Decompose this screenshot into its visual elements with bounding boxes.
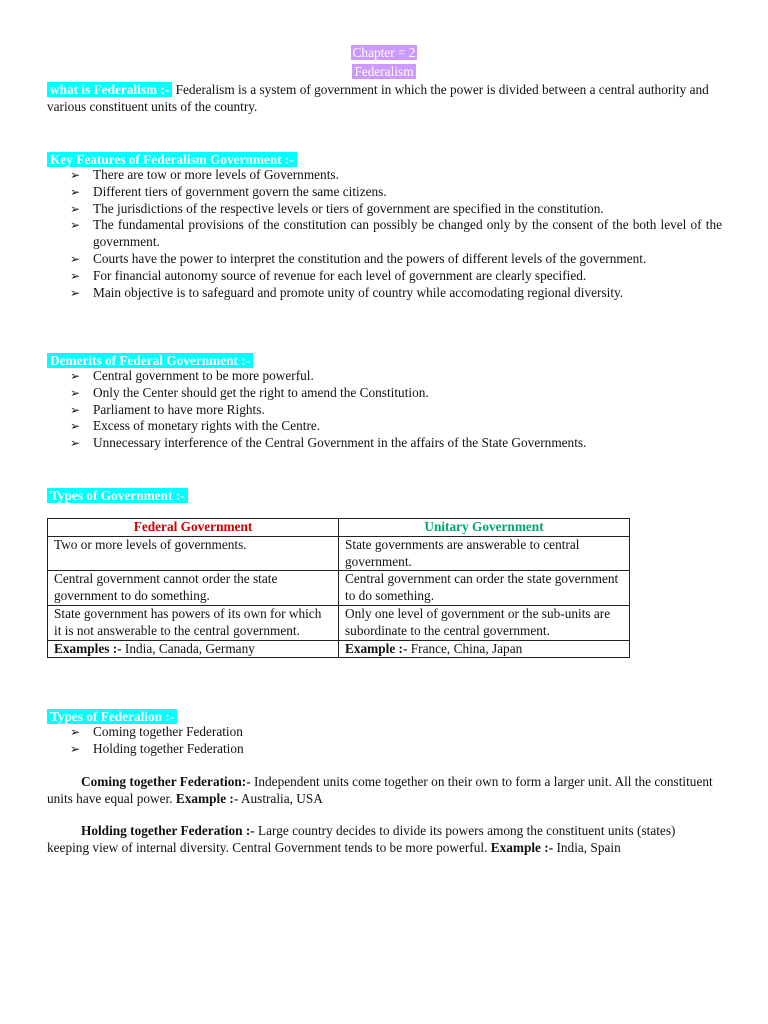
list-item: [47, 184, 722, 201]
federal-cell: State government has powers of its own for which it is not answerable to the central government.: [48, 605, 339, 640]
arrowhead-bullet-icon: ➢: [70, 741, 81, 756]
list-item-text: There are tow or more levels of Governments.: [93, 167, 339, 182]
list-item: [47, 268, 722, 285]
list-item: [47, 251, 722, 268]
definition-paragraph: [47, 81, 722, 115]
holding-together-paragraph: [47, 822, 707, 856]
list-item: [47, 435, 722, 452]
federal-column-header: Federal Government: [48, 519, 339, 537]
examples-row: [48, 640, 630, 658]
unitary-examples-cell: [339, 640, 630, 658]
demerits-heading-row: [47, 352, 253, 369]
federal-examples-label: Examples :-: [54, 640, 122, 656]
list-item: [47, 724, 722, 741]
federal-examples-cell: [48, 640, 339, 658]
arrowhead-bullet-icon: ➢: [70, 725, 81, 739]
list-item-text: For financial autonomy source of revenue for each level of government are clearly specified.: [93, 267, 587, 283]
government-comparison-table: [47, 518, 630, 658]
features-heading-row: [47, 151, 297, 168]
types-federation-heading: Types of Federalion :-: [47, 709, 177, 724]
topic-title: [0, 63, 768, 80]
list-item-text: The jurisdictions of the respective levels or tiers of government are specified in the constitution.: [93, 200, 604, 216]
list-item: [47, 167, 722, 184]
coming-together-example-label: Example :-: [175, 791, 239, 806]
arrowhead-bullet-icon: ➢: [70, 419, 81, 434]
federal-examples-value: India, Canada, Germany: [121, 640, 255, 656]
types-government-heading: Types of Government :-: [47, 488, 188, 503]
features-heading: Key Features of Federalism Government :-: [47, 152, 297, 167]
list-item-text: Holding together Federation: [93, 740, 244, 756]
list-item-text: Different tiers of government govern the same citizens.: [93, 183, 387, 199]
holding-together-label: Holding together Federation :-: [81, 823, 255, 838]
federal-cell: Two or more levels of governments.: [48, 536, 339, 571]
unitary-cell: Only one level of government or the sub-units are subordinate to the central government.: [339, 605, 630, 640]
unitary-column-header: Unitary Government: [339, 519, 630, 537]
arrowhead-bullet-icon: ➢: [70, 268, 81, 283]
list-item-text: Parliament to have more Rights.: [93, 401, 265, 417]
coming-together-paragraph: [47, 773, 722, 807]
demerits-list: [47, 368, 722, 452]
list-item: [47, 285, 722, 302]
list-item: [47, 201, 722, 218]
arrowhead-bullet-icon: ➢: [70, 385, 81, 400]
list-item-text: Coming together Federation: [93, 724, 243, 739]
list-item-text: Main objective is to safeguard and promote unity of country while accomodating regional diversity.: [93, 284, 624, 300]
federal-cell: Central government cannot order the state government to do something.: [48, 571, 339, 606]
coming-together-label: Coming together Federation:-: [81, 774, 251, 789]
list-item: [47, 741, 722, 758]
list-item: [47, 217, 722, 251]
arrowhead-bullet-icon: ➢: [70, 285, 81, 300]
unitary-examples-label: Example :-: [345, 640, 408, 656]
list-item-text: Courts have the power to interpret the constitution and the powers of different levels of the government.: [93, 250, 647, 266]
arrowhead-bullet-icon: ➢: [70, 251, 81, 266]
arrowhead-bullet-icon: ➢: [70, 436, 81, 451]
table-header-row: [48, 519, 630, 537]
unitary-examples-value: France, China, Japan: [407, 640, 523, 656]
list-item-text: Unnecessary interference of the Central Government in the affairs of the State Governments.: [93, 435, 587, 451]
list-item-text: Central government to be more powerful.: [93, 368, 314, 383]
definition-text: Federalism is a system of government in which the power is divided between a central authority and various constituent units of the country.: [47, 82, 709, 114]
arrowhead-bullet-icon: ➢: [70, 168, 81, 182]
chapter-title: [0, 44, 768, 61]
holding-together-example-label: Example :-: [490, 840, 554, 855]
arrowhead-bullet-icon: ➢: [70, 369, 81, 383]
unitary-cell: Central government can order the state government to do something.: [339, 571, 630, 606]
demerits-heading: Demerits of Federal Government :-: [47, 353, 253, 368]
coming-together-text: Independent units come together on their own to form a larger unit. All the constituent units have equal power.: [47, 774, 713, 806]
list-item: [47, 385, 722, 402]
arrowhead-bullet-icon: ➢: [70, 218, 81, 233]
list-item: [47, 368, 722, 385]
table-row: [48, 536, 630, 571]
features-list: [47, 167, 722, 301]
chapter-label: Chapter = 2: [352, 45, 416, 60]
list-item-text: The fundamental provisions of the constitution can possibly be changed only by the consent of the both level of the government.: [93, 217, 722, 250]
holding-together-text: Large country decides to divide its powers among the constituent units (states) keeping view of internal diversity. Central Government tends to be more powerful.: [47, 823, 676, 855]
unitary-cell: State governments are answerable to central government.: [339, 536, 630, 571]
list-item-text: Only the Center should get the right to amend the Constitution.: [93, 384, 429, 400]
definition-heading: what is Federalism :-: [47, 82, 172, 97]
arrowhead-bullet-icon: ➢: [70, 402, 81, 417]
types-government-heading-row: [47, 487, 188, 504]
list-item: [47, 418, 722, 435]
list-item-text: Excess of monetary rights with the Centre.: [93, 418, 321, 434]
list-item: [47, 402, 722, 419]
types-federation-heading-row: [47, 708, 177, 725]
coming-together-example-value: Australia, USA: [238, 791, 323, 806]
holding-together-example-value: India, Spain: [553, 840, 621, 855]
table-row: [48, 571, 630, 606]
arrowhead-bullet-icon: ➢: [70, 201, 81, 216]
table-row: [48, 605, 630, 640]
arrowhead-bullet-icon: ➢: [70, 184, 81, 199]
federation-types-list: [47, 724, 722, 758]
topic-label: Federalism: [354, 64, 414, 79]
